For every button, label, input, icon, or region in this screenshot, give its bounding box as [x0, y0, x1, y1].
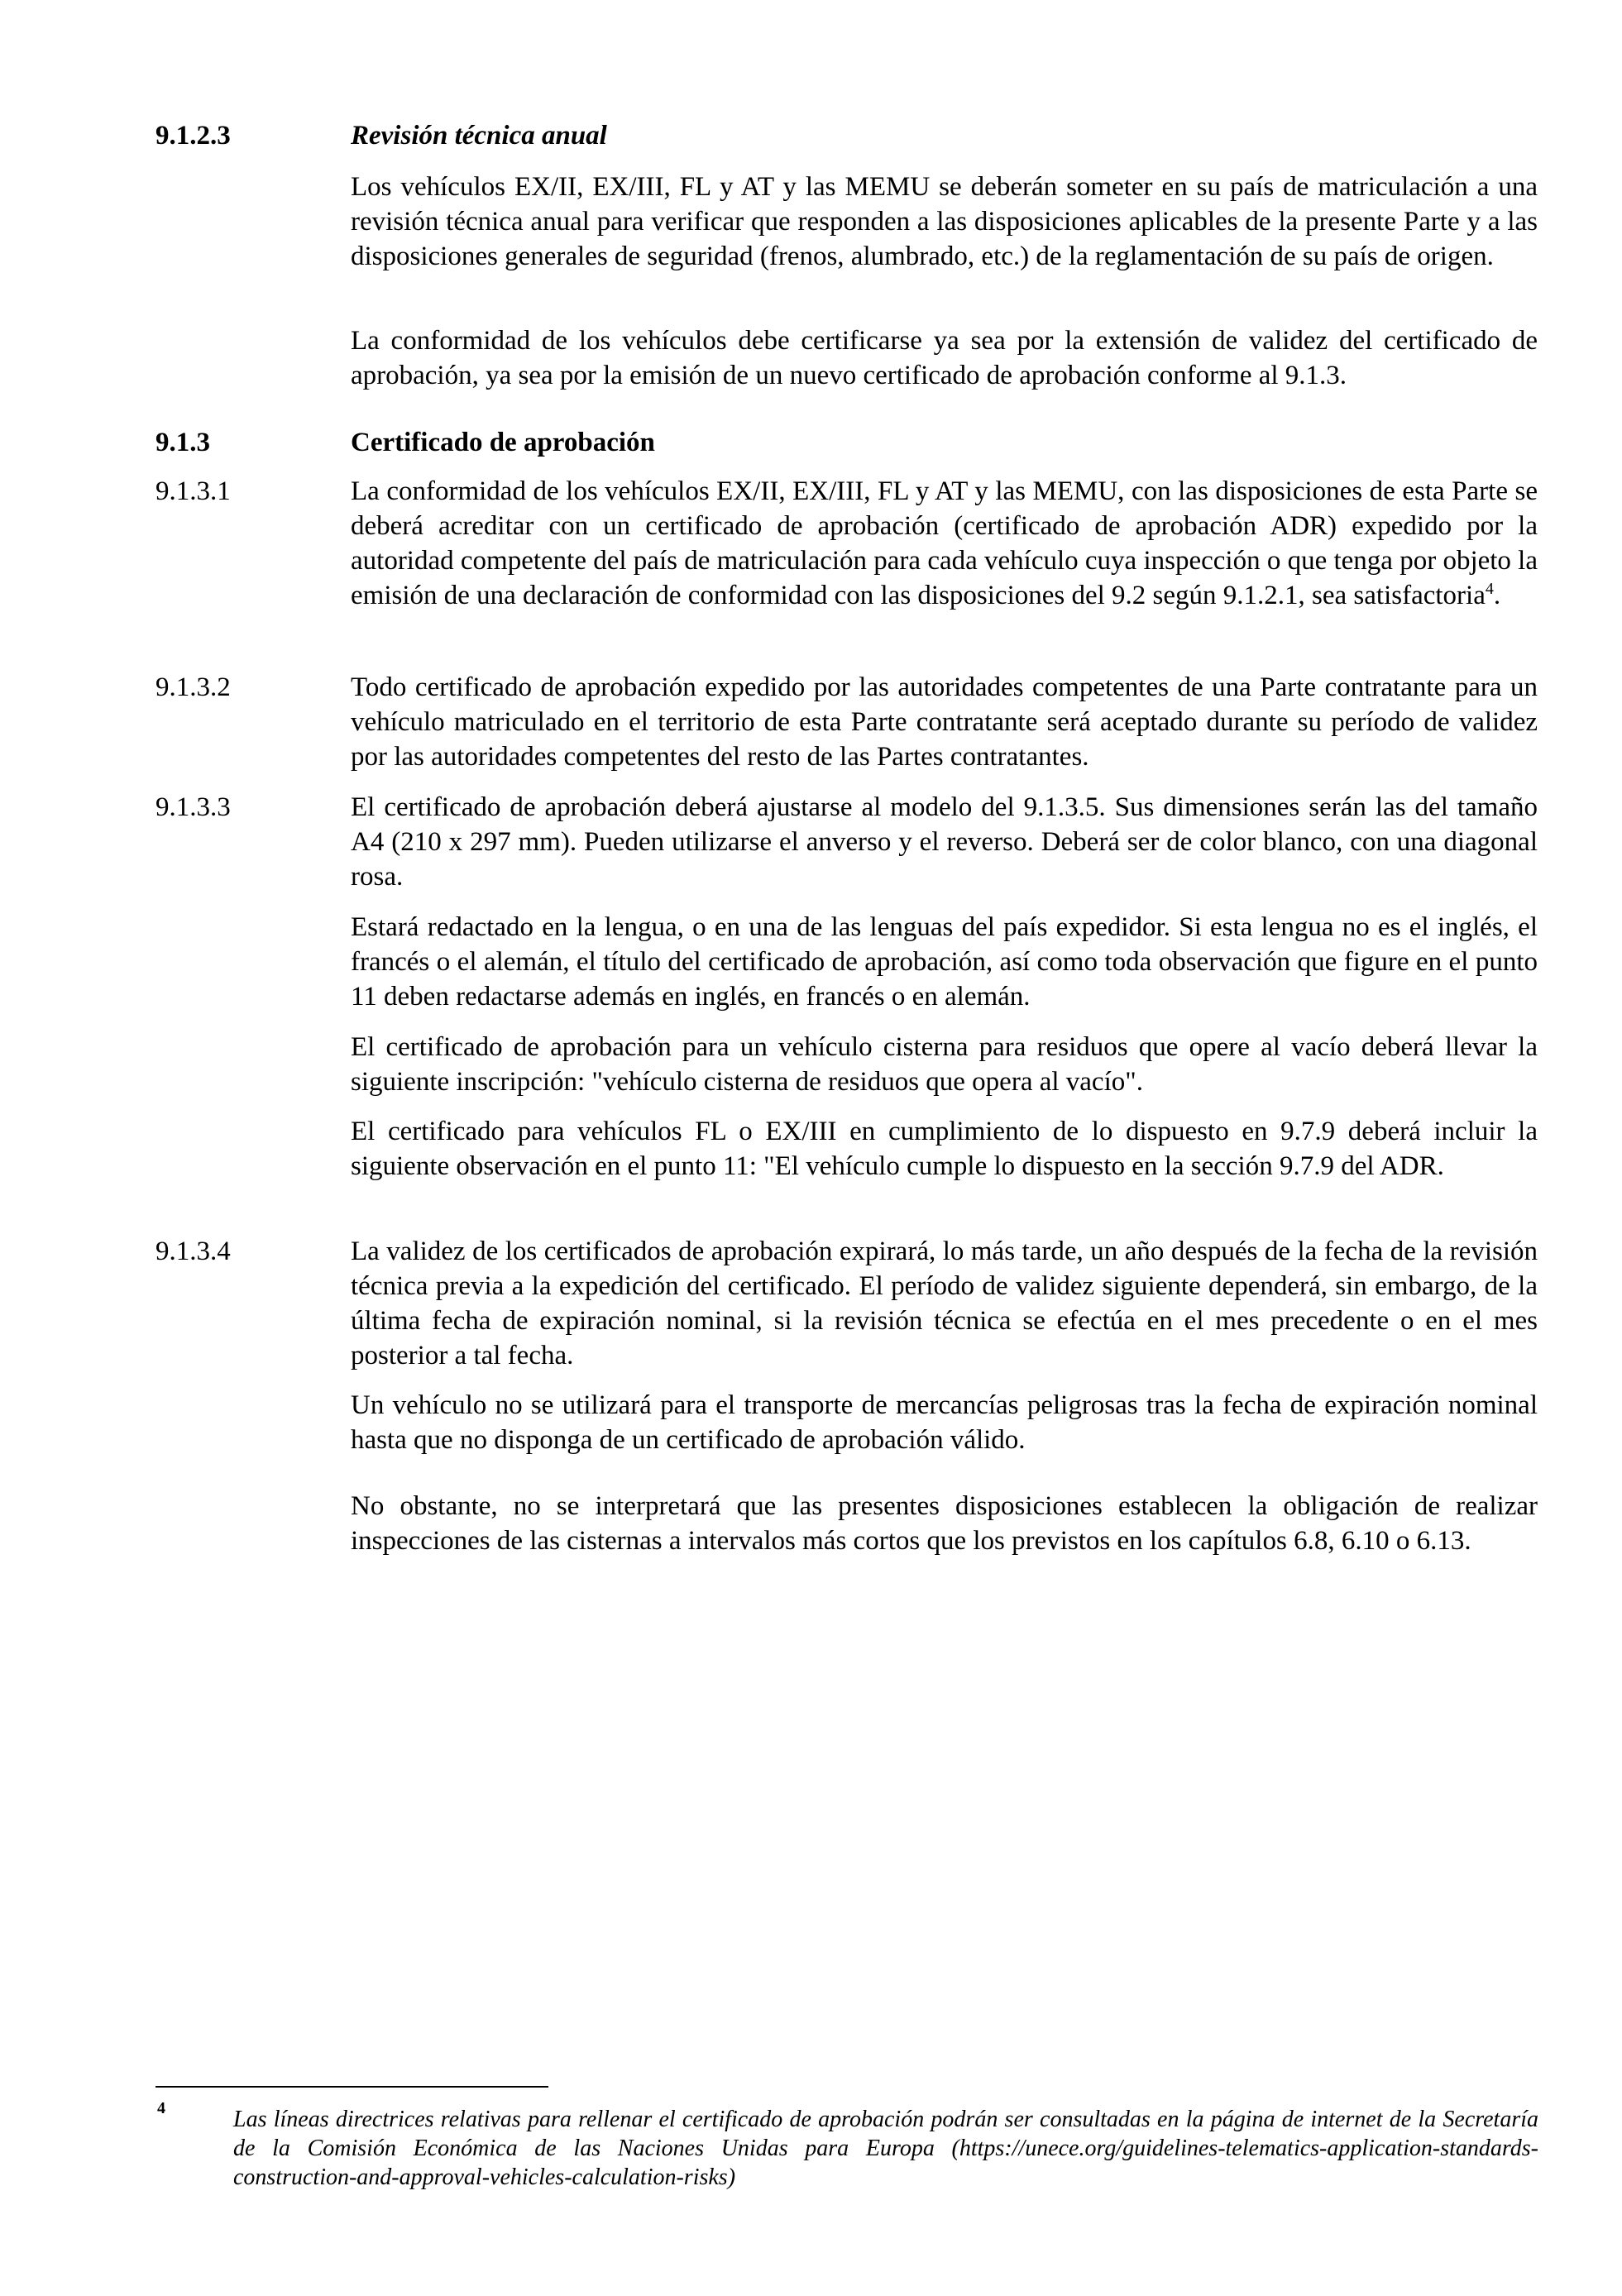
paragraph-number: 9.1.3.2	[156, 672, 231, 702]
paragraph: Todo certificado de aprobación expedido por las autoridades competentes de una Parte contratante para un vehículo matriculado en el territorio de esta Parte contratante será aceptado durante su período de validez por las autoridades competentes del resto de las Partes contratantes.	[351, 672, 1538, 772]
footnote-number: 4	[157, 2099, 165, 2117]
paragraph-number: 9.1.3.4	[156, 1236, 231, 1266]
section-number: 9.1.3	[156, 428, 210, 457]
paragraph: El certificado de aprobación para un vehículo cisterna para residuos que opere al vacío deberá llevar la siguiente inscripción: "vehículo cisterna de residuos que opera al vacío".	[351, 1032, 1538, 1097]
section-number: 9.1.2.3	[156, 121, 231, 151]
footnote-text: Las líneas directrices relativas para rellenar el certificado de aprobación podrán ser consultadas en la página de internet de la Secretaría de la Comisión Económica de las Naciones Unidas para Europa (https://unece.org/guidelines-telematics-application-standards-construction-and-approval-vehicles-calculation-risks)	[233, 2107, 1538, 2190]
footnote-reference[interactable]: 4	[1485, 580, 1494, 598]
paragraph: La validez de los certificados de aprobación expirará, lo más tarde, un año después de la fecha de la revisión técnica previa a la expedición del certificado. El período de validez siguiente dependerá, sin embargo, de la última fecha de expiración nominal, si la revisión técnica se efectúa en el mes precedente o en el mes posterior a tal fecha.	[351, 1236, 1538, 1370]
paragraph-number: 9.1.3.1	[156, 476, 231, 506]
section-heading: Revisión técnica anual	[351, 121, 607, 151]
paragraph: La conformidad de los vehículos debe certificarse ya sea por la extensión de validez del certificado de aprobación, ya sea por la emisión de un nuevo certificado de aprobación conforme al 9.1.3.	[351, 326, 1538, 390]
paragraph	[351, 474, 1538, 613]
paragraph: Los vehículos EX/II, EX/III, FL y AT y las MEMU se deberán someter en su país de matriculación a una revisión técnica anual para verificar que responden a las disposiciones aplicables de la presente Parte y a las disposiciones generales de seguridad (frenos, alumbrado, etc.) de la reglamentación de su país de origen.	[351, 172, 1538, 271]
section-heading: Certificado de aprobación	[351, 428, 655, 457]
paragraph-body: La conformidad de los vehículos EX/II, EX/III, FL y AT y las MEMU, con las disposiciones de esta Parte se deberá acreditar con un certificado de aprobación (certificado de aprobación ADR) expedido por la autoridad competente del país de matriculación para cada vehículo cuya inspección o que tenga por objeto la emisión de una declaración de conformidad con las disposiciones del 9.2 según 9.1.2.1, sea satisfactoria	[351, 476, 1538, 610]
paragraph: El certificado de aprobación deberá ajustarse al modelo del 9.1.3.5. Sus dimensiones serán las del tamaño A4 (210 x 297 mm). Pueden utilizarse el anverso y el reverso. Deberá ser de color blanco, con una diagonal rosa.	[351, 792, 1538, 892]
paragraph-end: .	[1493, 581, 1501, 610]
paragraph-number: 9.1.3.3	[156, 792, 231, 822]
paragraph: Un vehículo no se utilizará para el transporte de mercancías peligrosas tras la fecha de expiración nominal hasta que no disponga de un certificado de aprobación válido.	[351, 1390, 1538, 1455]
footnote-separator	[156, 2086, 548, 2088]
paragraph: El certificado para vehículos FL o EX/III en cumplimiento de lo dispuesto en 9.7.9 deberá incluir la siguiente observación en el punto 11: "El vehículo cumple lo dispuesto en la sección 9.7.9 del ADR.	[351, 1117, 1538, 1181]
paragraph: No obstante, no se interpretará que las presentes disposiciones establecen la obligación de realizar inspecciones de las cisternas a intervalos más cortos que los previstos en los capítulos 6.8, 6.10 o 6.13.	[351, 1491, 1538, 1556]
paragraph: Estará redactado en la lengua, o en una de las lenguas del país expedidor. Si esta lengua no es el inglés, el francés o el alemán, el título del certificado de aprobación, así como toda observación que figure en el punto 11 deben redactarse además en inglés, en francés o en alemán.	[351, 912, 1538, 1012]
